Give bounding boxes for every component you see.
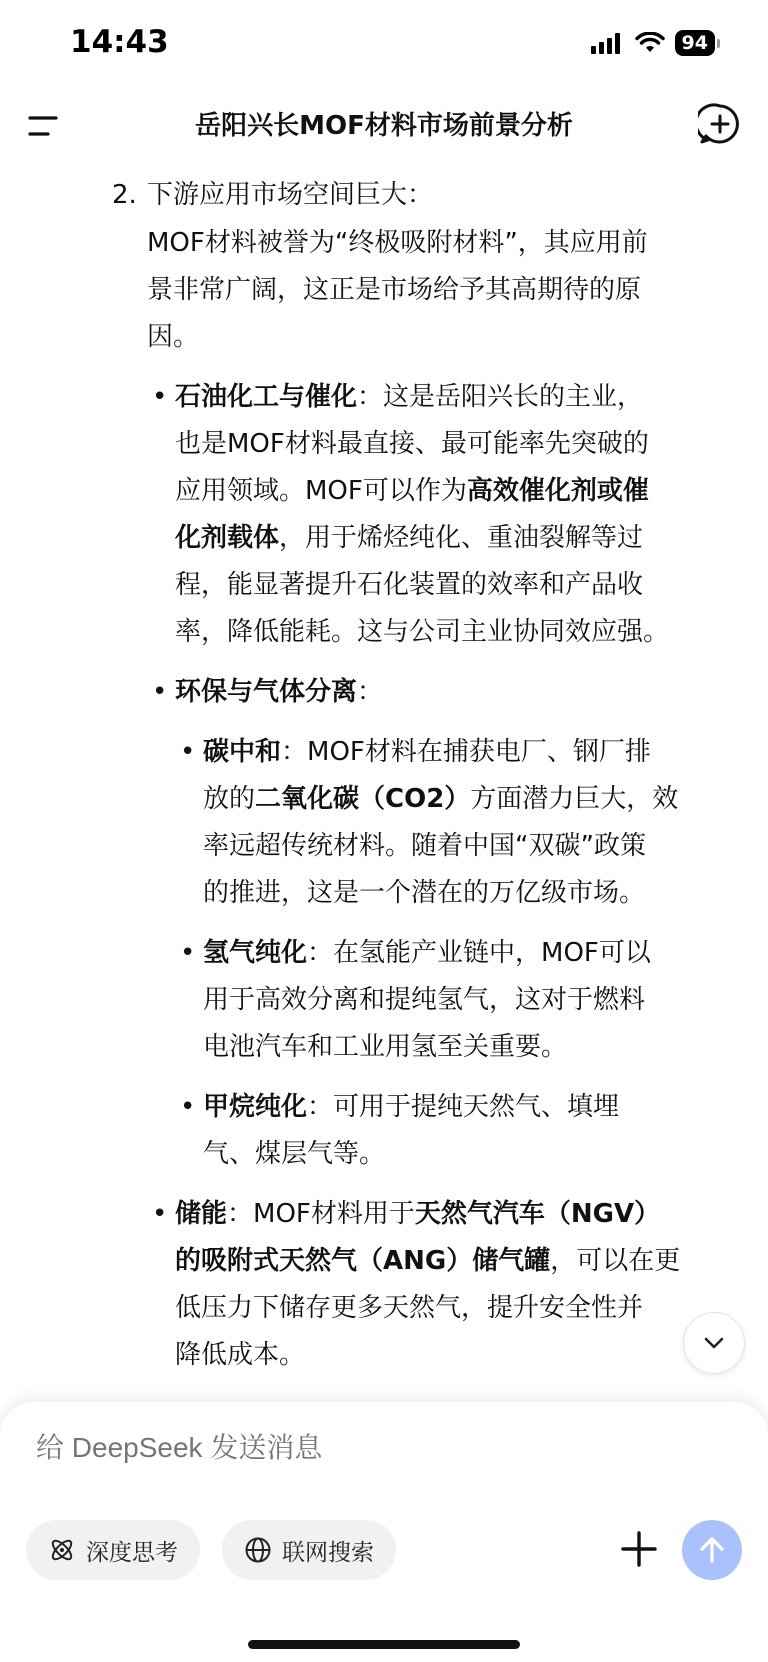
chat-title: 岳阳兴长MOF材料市场前景分析 bbox=[195, 111, 573, 141]
bullet-dot: • bbox=[152, 382, 168, 412]
new-chat-button[interactable] bbox=[698, 102, 742, 146]
section-number: 2. bbox=[112, 180, 137, 210]
chat-header bbox=[0, 92, 768, 158]
bullet-dot: • bbox=[152, 1199, 168, 1229]
list-item bbox=[175, 1191, 660, 1237]
bullet-dot: • bbox=[180, 737, 196, 767]
message-composer bbox=[0, 1402, 768, 1662]
bullet-dot: • bbox=[180, 1092, 196, 1122]
item-label: 碳中和 bbox=[203, 737, 282, 767]
item-bold: 天然气汽车（NGV） bbox=[414, 1199, 661, 1229]
globe-icon bbox=[244, 1536, 272, 1564]
list-item bbox=[203, 1084, 619, 1130]
item-label: 甲烷纯化 bbox=[203, 1092, 308, 1122]
plus-icon bbox=[614, 1524, 664, 1574]
item-text bbox=[175, 1238, 680, 1284]
item-text: 方面潜力巨大，效 bbox=[470, 784, 679, 814]
chevron-down-icon bbox=[701, 1330, 727, 1356]
arrow-up-icon bbox=[696, 1534, 728, 1566]
deep-think-label: 深度思考 bbox=[86, 1539, 178, 1566]
item-text: ：可用于提纯天然气、填埋 bbox=[307, 1092, 620, 1122]
item-label: 氢气纯化 bbox=[203, 938, 308, 968]
item-bold: 化剂载体 bbox=[175, 523, 280, 553]
item-label: 环保与气体分离 bbox=[175, 677, 358, 707]
item-bold: 二氧化碳（CO2） bbox=[255, 784, 471, 814]
item-text: 低压力下储存更多天然气，提升安全性并 bbox=[175, 1293, 644, 1323]
wifi-icon bbox=[635, 32, 665, 54]
item-text: 的推进，这是一个潜在的万亿级市场。 bbox=[203, 878, 646, 908]
scroll-to-bottom-button[interactable] bbox=[683, 1312, 745, 1374]
new-chat-icon bbox=[698, 102, 742, 146]
menu-icon bbox=[26, 106, 66, 146]
status-time: 14:43 bbox=[70, 24, 169, 60]
message-input[interactable] bbox=[36, 1432, 636, 1464]
item-label: 储能 bbox=[175, 1199, 228, 1229]
list-item bbox=[203, 930, 651, 976]
web-search-button[interactable] bbox=[222, 1520, 396, 1580]
bullet-dot: • bbox=[152, 677, 168, 707]
web-search-label: 联网搜索 bbox=[282, 1539, 374, 1566]
item-text: ，可以在更 bbox=[550, 1246, 681, 1276]
item-text: ：这是岳阳兴长的主业， bbox=[357, 382, 644, 412]
intro-line: MOF材料被誉为“终极吸附材料”，其应用前 bbox=[147, 228, 648, 258]
intro-line: 因。 bbox=[147, 322, 200, 352]
battery-level: 94 bbox=[675, 30, 715, 56]
item-text: ：MOF材料在捕获电厂、钢厂排 bbox=[281, 737, 651, 767]
battery-icon bbox=[717, 39, 720, 48]
item-text: 降低成本。 bbox=[175, 1340, 306, 1370]
attach-button[interactable] bbox=[614, 1524, 664, 1574]
signal-icon bbox=[591, 32, 625, 54]
home-indicator bbox=[248, 1640, 520, 1649]
item-text: 程，能显著提升石化装置的效率和产品收 bbox=[175, 570, 644, 600]
item-text: 气、煤层气等。 bbox=[203, 1139, 386, 1169]
item-text: ：在氢能产业链中，MOF可以 bbox=[307, 938, 651, 968]
item-text bbox=[175, 515, 643, 561]
item-label: 石油化工与催化 bbox=[175, 382, 358, 412]
send-button[interactable] bbox=[682, 1520, 742, 1580]
item-text: ：MOF材料用于 bbox=[227, 1199, 415, 1229]
item-bold: 的吸附式天然气（ANG）储气罐 bbox=[175, 1246, 551, 1276]
item-text: 率远超传统材料。随着中国“双碳”政策 bbox=[203, 831, 646, 861]
item-text: ，用于烯烃纯化、重油裂解等过 bbox=[279, 523, 644, 553]
item-bold: 高效催化剂或催 bbox=[466, 476, 649, 506]
menu-button[interactable] bbox=[26, 106, 66, 146]
item-text: 放的 bbox=[203, 784, 256, 814]
item-text bbox=[203, 776, 678, 822]
status-icons bbox=[591, 30, 720, 56]
list-item bbox=[175, 669, 383, 715]
item-text: 电池汽车和工业用氢至关重要。 bbox=[203, 1032, 568, 1062]
list-item bbox=[203, 729, 651, 775]
item-text: ： bbox=[357, 677, 384, 707]
list-item bbox=[175, 374, 643, 420]
deep-think-button[interactable] bbox=[26, 1520, 200, 1580]
item-text bbox=[175, 468, 649, 514]
item-text: 率，降低能耗。这与公司主业协同效应强。 bbox=[175, 617, 670, 647]
bullet-dot: • bbox=[180, 938, 196, 968]
item-text: 用于高效分离和提纯氢气，这对于燃料 bbox=[203, 985, 646, 1015]
item-text: 也是MOF材料最直接、最可能率先突破的 bbox=[175, 429, 649, 459]
item-text: 应用领域。MOF可以作为 bbox=[175, 476, 467, 506]
status-bar bbox=[0, 0, 768, 80]
section-title: 下游应用市场空间巨大： bbox=[147, 180, 434, 210]
atom-icon bbox=[48, 1536, 76, 1564]
intro-line: 景非常广阔，这正是市场给予其高期待的原 bbox=[147, 275, 642, 305]
